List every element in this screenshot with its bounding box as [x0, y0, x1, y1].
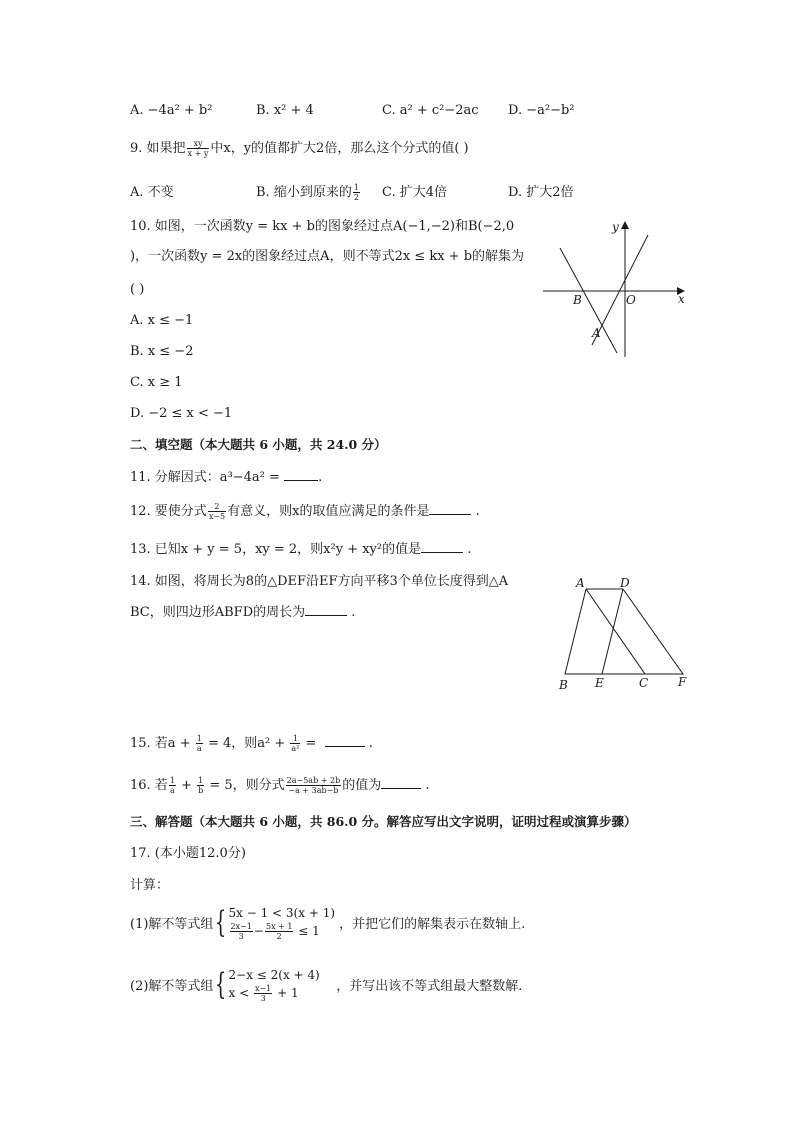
q12-question: 12. 要使分式 $\frac{2}{x-5}$ 有意义，则x的取值应满足的条件是 . [130, 502, 480, 521]
brace-icon: { [215, 904, 227, 940]
q10-line1: 10. 如图，一次函数y = kx + b的图象经过点A(−1,−2)和B(−2,0 [130, 219, 515, 234]
q13-answer-blank [421, 540, 463, 553]
q8-option-b: B. x² + 4 [256, 103, 314, 118]
q9-question: 9. 如果把 $\frac{xy}{x + y}$ 中x，y的值都扩大2倍，那么这个分式的值( ) [130, 139, 469, 158]
q10-graph-figure [540, 215, 695, 360]
q10-option-d: D. −2 ≤ x < −1 [130, 406, 233, 421]
label-b: B [559, 678, 568, 692]
q11-answer-blank [284, 468, 318, 481]
q14-line2: BC，则四边形ABFD的周长为 . [130, 605, 356, 620]
triangle-def [602, 589, 683, 674]
q12-answer-blank [429, 502, 471, 515]
label-a: A [592, 326, 601, 340]
label-x: x [678, 292, 685, 306]
y-axis-arrow [621, 221, 629, 229]
label-b: B [573, 293, 582, 307]
q14-translation-figure [555, 572, 695, 694]
line-y-kx-b [560, 248, 617, 353]
q9-option-d: D. 扩大2倍 [508, 185, 574, 200]
q16-answer-blank [381, 776, 421, 789]
q17-calc-label: 计算： [130, 878, 170, 893]
q8-option-d: D. −a²−b² [508, 103, 575, 118]
q15-answer-blank [325, 734, 365, 747]
q9-fraction: $\frac{xy}{x + y}$ [187, 139, 209, 158]
q15-question: 15. 若a + $\frac{1}{a}$ = 4，则a² + $\frac{1}{\text{a²}}$ = . [130, 734, 373, 753]
label-f: F [678, 675, 687, 689]
q10-line3: ( ) [130, 282, 145, 297]
q14-answer-blank [305, 603, 347, 616]
q9-option-a: A. 不变 [130, 185, 174, 200]
q8-option-a: A. −4a² + b² [130, 103, 213, 118]
q17-part2: (2)解不等式组{ 2−x ≤ 2(x + 4) x < $\frac{x-1}{3}$ + 1 ，并写出该不等式组最大整数解. [130, 966, 523, 1003]
q10-line2: )，一次函数y = 2x的图象经过点A，则不等式2x ≤ kx + b的解集为 [130, 249, 525, 264]
q17-part1-system: 5x − 1 < 3(x + 1) $\frac{2x-1}{3}$ − $\frac{5x + 1}{2}$ ≤ 1 [228, 906, 336, 941]
q10-option-a: A. x ≤ −1 [130, 313, 194, 328]
q17-part2-system: 2−x ≤ 2(x + 4) x < $\frac{x-1}{3}$ + 1 [228, 968, 320, 1003]
q16-question: 16. 若 $\frac{1}{a}$ + $\frac{1}{b}$ = 5，则分式 $\frac{2a-5ab + 2b}{-a + 3ab-b}$ 的值为 . [130, 776, 430, 795]
q8-option-c: C. a² + c²−2ac [382, 103, 479, 118]
q17-part1: (1)解不等式组{ 5x − 1 < 3(x + 1) $\frac{2x-1}{3}$ − $\frac{5x + 1}{2}$ ≤ 1 ，并把它们的解集表示在数轴上. [130, 904, 526, 941]
q10-option-c: C. x ≥ 1 [130, 375, 183, 390]
label-a: A [576, 576, 585, 590]
label-c: C [639, 676, 649, 690]
label-y: y [612, 220, 619, 234]
q9-option-c: C. 扩大4倍 [382, 185, 448, 200]
label-e: E [595, 676, 604, 690]
section-3-heading: 三、解答题（本大题共 6 小题，共 86.0 分。解答应写出文字说明，证明过程或演算步骤） [130, 814, 637, 829]
label-o: O [626, 293, 636, 307]
brace-icon: { [215, 966, 227, 1002]
q11-question: 11. 分解因式：a³−4a² = . [130, 470, 323, 485]
section-2-heading: 二、填空题（本大题共 6 小题，共 24.0 分） [130, 437, 387, 452]
q10-option-b: B. x ≤ −2 [130, 344, 194, 359]
q13-question: 13. 已知x + y = 5，xy = 2，则x²y + xy²的值是 . [130, 542, 472, 557]
q9-option-b: B. 缩小到原来的 $\frac{1}{2}$ [256, 183, 359, 202]
label-d: D [620, 576, 630, 590]
q17-header: 17. (本小题12.0分) [130, 846, 246, 861]
q14-line1: 14. 如图，将周长为8的△DEF沿EF方向平移3个单位长度得到△A [130, 574, 509, 589]
